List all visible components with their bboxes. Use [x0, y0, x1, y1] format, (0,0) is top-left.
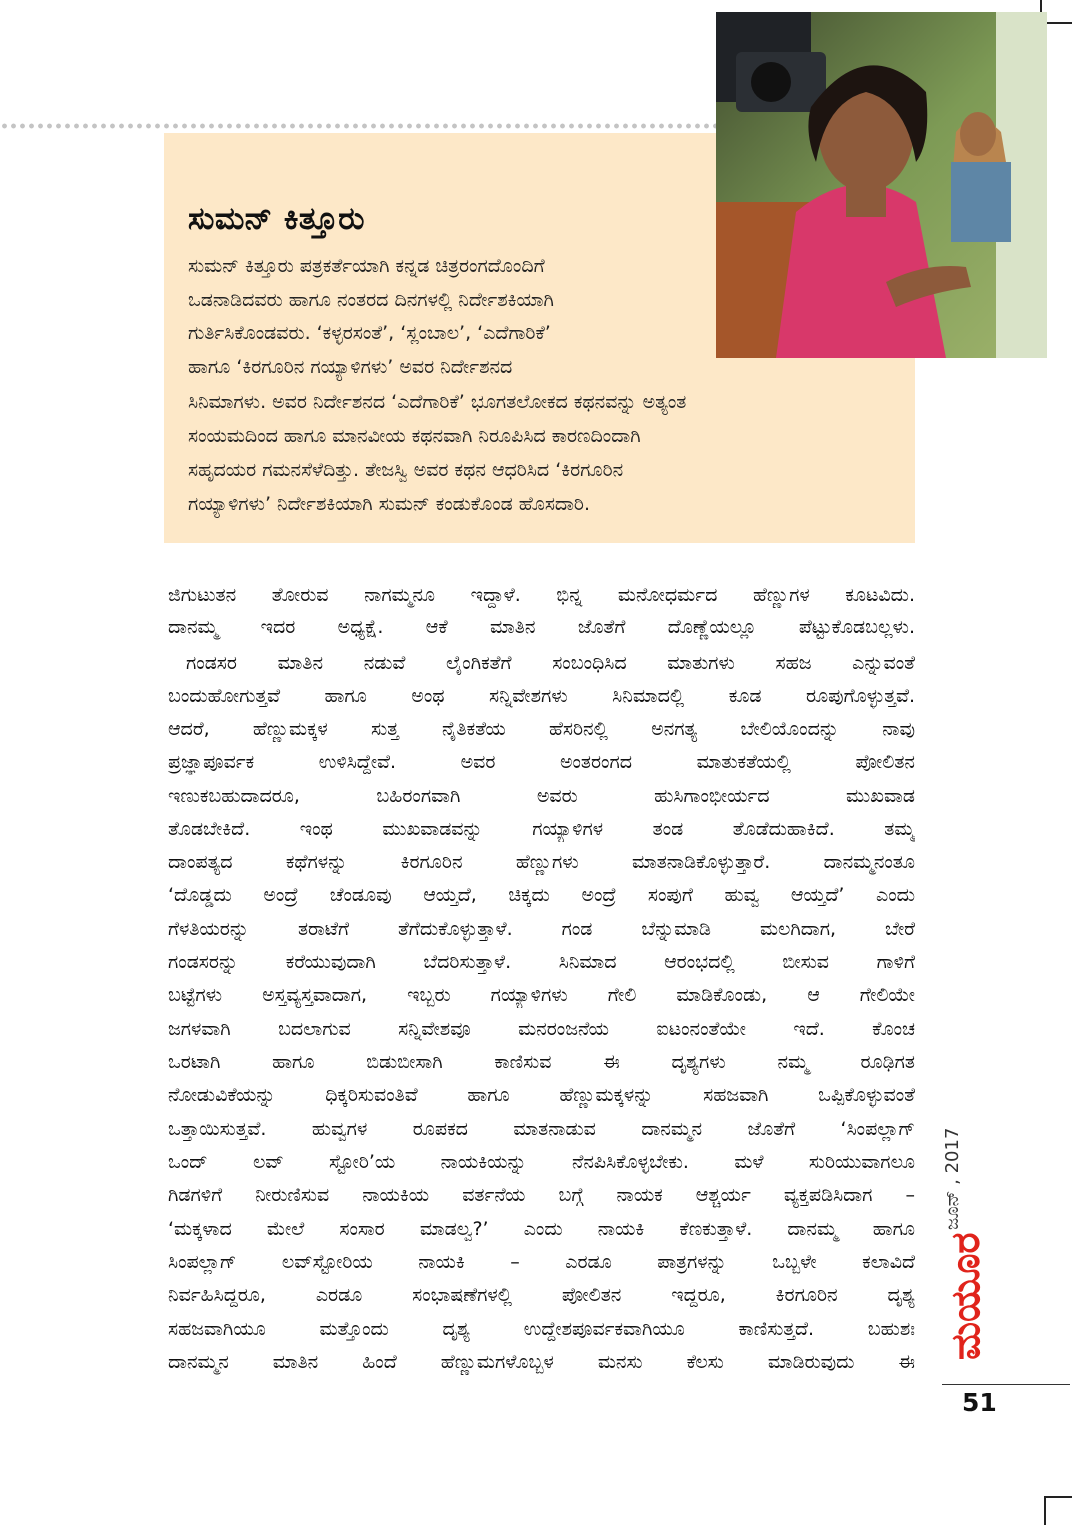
body-line: ದಾನಮ್ಮನ ಮಾತಿನ ಹಿಂದೆ ಹೆಣ್ಣುಮಗಳೊಬ್ಬಳ ಮನಸು ಕೆಲಸು ಮಾಡಿರುವುದು ಈ: [168, 1351, 915, 1373]
crop-mark-bottom-right: [1044, 1496, 1072, 1498]
body-line: ಜಿಗುಟುತನ ತೋರುವ ನಾಗಮ್ಮನೂ ಇದ್ದಾಳೆ. ಭಿನ್ನ ಮನೋಧರ್ಮದ ಹೆಣ್ಣುಗಳ ಕೂಟವಿದು.: [168, 584, 915, 606]
magazine-logo: ಮಯೂರ: [943, 1232, 989, 1360]
sidebar-line: ಸುಮನ್ ಕಿತ್ತೂರು ಪತ್ರಕರ್ತೆಯಾಗಿ ಕನ್ನಡ ಚಿತ್ರರಂಗದೊಂದಿಗೆ: [188, 255, 545, 277]
body-line: ಸಿಂಪಲ್ಲಾಗ್ ಲವ್‌ಸ್ಟೋರಿಯ ನಾಯಕಿ – ಎರಡೂ ಪಾತ್ರಗಳನ್ನು ಒಬ್ಬಳೇ ಕಲಾವಿದೆ: [168, 1251, 915, 1273]
body-line: ತೊಡಬೇಕಿದೆ. ಇಂಥ ಮುಖವಾಡವನ್ನು ಗಯ್ಯಾಳಿಗಳ ತಂಡ ತೊಡೆದುಹಾಕಿದೆ. ತಮ್ಮ: [168, 818, 915, 840]
sidebar-line: ಒಡನಾಡಿದವರು ಹಾಗೂ ನಂತರದ ದಿನಗಳಲ್ಲಿ ನಿರ್ದೇಶಕಿಯಾಗಿ: [188, 289, 554, 311]
body-line: ಗಂಡಸರ ಮಾತಿನ ನಡುವೆ ಲೈಂಗಿಕತೆಗೆ ಸಂಬಂಧಿಸಿದ ಮಾತುಗಳು ಸಹಜ ಎನ್ನುವಂತೆ: [186, 652, 915, 674]
sidebar-line: ಸಹೃದಯರ ಗಮನಸೆಳೆದಿತ್ತು. ತೇಜಸ್ವಿ ಅವರ ಕಥನ ಆಧರಿಸಿದ ‘ಕಿರಗೂರಿನ: [188, 459, 624, 481]
body-line: ಒಂದ್ ಲವ್ ಸ್ಟೋರಿ’ಯ ನಾಯಕಿಯನ್ನು ನೆನಪಿಸಿಕೊಳ್ಳಬೇಕು. ಮಳೆ ಸುರಿಯುವಾಗಲೂ: [168, 1151, 915, 1173]
body-line: ಒರಟಾಗಿ ಹಾಗೂ ಬಿಡುಬೀಸಾಗಿ ಕಾಣಿಸುವ ಈ ದೃಶ್ಯಗಳು ನಮ್ಮ ರೂಢಿಗತ: [168, 1051, 915, 1073]
body-line: ನೋಡುವಿಕೆಯನ್ನು ಧಿಕ್ಕರಿಸುವಂತಿವೆ ಹಾಗೂ ಹೆಣ್ಣುಮಕ್ಕಳನ್ನು ಸಹಜವಾಗಿ ಒಪ್ಪಿಕೊಳ್ಳುವಂತೆ: [168, 1084, 915, 1106]
body-line: ದಾನಮ್ಮ ಇದರ ಅಧ್ಯಕ್ಷೆ. ಆಕೆ ಮಾತಿನ ಜೊತೆಗೆ ದೊಣ್ಣೆಯಲ್ಲೂ ಪೆಟ್ಟುಕೊಡಬಲ್ಲಳು.: [168, 616, 915, 638]
body-line: ಬಂದುಹೋಗುತ್ತವೆ ಹಾಗೂ ಅಂಥ ಸನ್ನಿವೇಶಗಳು ಸಿನಿಮಾದಲ್ಲಿ ಕೂಡ ರೂಪುಗೊಳ್ಳುತ್ತವೆ.: [168, 685, 915, 707]
page-number: 51: [962, 1388, 997, 1417]
crop-mark-bottom-right-vertical: [1044, 1496, 1046, 1525]
director-photo: [716, 12, 1047, 358]
sidebar-line: ಸಿನಿಮಾಗಳು. ಅವರ ನಿರ್ದೇಶನದ ‘ಎದೆಗಾರಿಕೆ’ ಭೂಗತಲೋಕದ ಕಥನವನ್ನು ಅತ್ಯಂತ: [188, 391, 687, 413]
body-line: ಬಟ್ಟೆಗಳು ಅಸ್ತವ್ಯಸ್ತವಾದಾಗ, ಇಬ್ಬರು ಗಯ್ಯಾಳಿಗಳು ಗೇಲಿ ಮಾಡಿಕೊಂಡು, ಆ ಗೇಲಿಯೇ: [168, 984, 915, 1006]
body-line: ಗಂಡಸರನ್ನು ಕರೆಯುವುದಾಗಿ ಬೆದರಿಸುತ್ತಾಳೆ. ಸಿನಿಮಾದ ಆರಂಭದಲ್ಲಿ ಬೀಸುವ ಗಾಳಿಗೆ: [168, 951, 915, 973]
body-line: ಜಗಳವಾಗಿ ಬದಲಾಗುವ ಸನ್ನಿವೇಶವೂ ಮನರಂಜನೆಯ ಐಟಂನಂತೆಯೇ ಇದೆ. ಕೊಂಚ: [168, 1018, 915, 1040]
page-number-rule: [942, 1384, 1070, 1385]
sidebar-line: ಹಾಗೂ ‘ಕಿರಗೂರಿನ ಗಯ್ಯಾಳಿಗಳು’ ಅವರ ನಿರ್ದೇಶನದ: [188, 356, 513, 378]
body-line: ದಾಂಪತ್ಯದ ಕಥೆಗಳನ್ನು ಕಿರಗೂರಿನ ಹೆಣ್ಣುಗಳು ಮಾತನಾಡಿಕೊಳ್ಳುತ್ತಾರೆ. ದಾನಮ್ಮನಂತೂ: [168, 851, 915, 873]
sidebar-line: ಗುರ್ತಿಸಿಕೊಂಡವರು. ‘ಕಳ್ಳರಸಂತೆ’, ‘ಸ್ಲಂಬಾಲ’, ‘ಎದೆಗಾರಿಕೆ’: [188, 322, 551, 344]
body-line: ‘ದೊಡ್ಡದು ಅಂದ್ರೆ ಚೆಂಡೂವು ಆಯ್ತದೆ, ಚಿಕ್ಕದು ಅಂದ್ರೆ ಸಂಪುಗೆ ಹುವ್ವ ಆಯ್ತದೆ’ ಎಂದು: [168, 884, 915, 906]
sidebar-title: ಸುಮನ್ ಕಿತ್ತೂರು: [188, 201, 365, 237]
body-line: ‘ಮಕ್ಕಳಾದ ಮೇಲೆ ಸಂಸಾರ ಮಾಡಲ್ವ?’ ಎಂದು ನಾಯಕಿ ಕೆಣಕುತ್ತಾಳೆ. ದಾನಮ್ಮ ಹಾಗೂ: [168, 1218, 915, 1240]
issue-date: ಜೂನ್ , 2017: [942, 1127, 963, 1230]
body-line: ಆದರೆ, ಹೆಣ್ಣುಮಕ್ಕಳ ಸುತ್ತ ನೈತಿಕತೆಯ ಹೆಸರಿನಲ್ಲಿ ಅನಗತ್ಯ ಬೇಲಿಯೊಂದನ್ನು ನಾವು: [168, 718, 915, 740]
body-line: ಗೆಳತಿಯರನ್ನು ತರಾಟೆಗೆ ತೆಗೆದುಕೊಳ್ಳುತ್ತಾಳೆ. ಗಂಡ ಬೆನ್ನುಮಾಡಿ ಮಲಗಿದಾಗ, ಬೇರೆ: [168, 918, 915, 940]
body-line: ಇಣುಕಬಹುದಾದರೂ, ಬಹಿರಂಗವಾಗಿ ಅವರು ಹುಸಿಗಾಂಭೀರ್ಯದ ಮುಖವಾಡ: [168, 785, 915, 807]
dotted-divider: [0, 121, 720, 131]
body-line: ಒತ್ತಾಯಿಸುತ್ತವೆ. ಹುವ್ವಗಳ ರೂಪಕದ ಮಾತನಾಡುವ ದಾನಮ್ಮನ ಜೊತೆಗೆ ‘ಸಿಂಪಲ್ಲಾಗ್: [168, 1118, 915, 1140]
sidebar-line: ಸಂಯಮದಿಂದ ಹಾಗೂ ಮಾನವೀಯ ಕಥನವಾಗಿ ನಿರೂಪಿಸಿದ ಕಾರಣದಿಂದಾಗಿ: [188, 425, 641, 447]
body-line: ಗಿಡಗಳಿಗೆ ನೀರುಣಿಸುವ ನಾಯಕಿಯ ವರ್ತನೆಯ ಬಗ್ಗೆ ನಾಯಕ ಆಶ್ಚರ್ಯ ವ್ಯಕ್ತಪಡಿಸಿದಾಗ –: [168, 1184, 915, 1206]
body-line: ಸಹಜವಾಗಿಯೂ ಮತ್ತೊಂದು ದೃಶ್ಯ ಉದ್ದೇಶಪೂರ್ವಕವಾಗಿಯೂ ಕಾಣಿಸುತ್ತದೆ. ಬಹುಶಃ: [168, 1318, 915, 1340]
body-line: ನಿರ್ವಹಿಸಿದ್ದರೂ, ಎರಡೂ ಸಂಭಾಷಣೆಗಳಲ್ಲಿ ಪೋಲಿತನ ಇದ್ದರೂ, ಕಿರಗೂರಿನ ದೃಶ್ಯ: [168, 1284, 915, 1306]
body-line: ಪ್ರಜ್ಞಾಪೂರ್ವಕ ಉಳಿಸಿದ್ದೇವೆ. ಅವರ ಅಂತರಂಗದ ಮಾತುಕತೆಯಲ್ಲಿ ಪೋಲಿತನ: [168, 751, 915, 773]
sidebar-line: ಗಯ್ಯಾಳಿಗಳು’ ನಿರ್ದೇಶಕಿಯಾಗಿ ಸುಮನ್ ಕಂಡುಕೊಂಡ ಹೊಸದಾರಿ.: [188, 493, 590, 515]
